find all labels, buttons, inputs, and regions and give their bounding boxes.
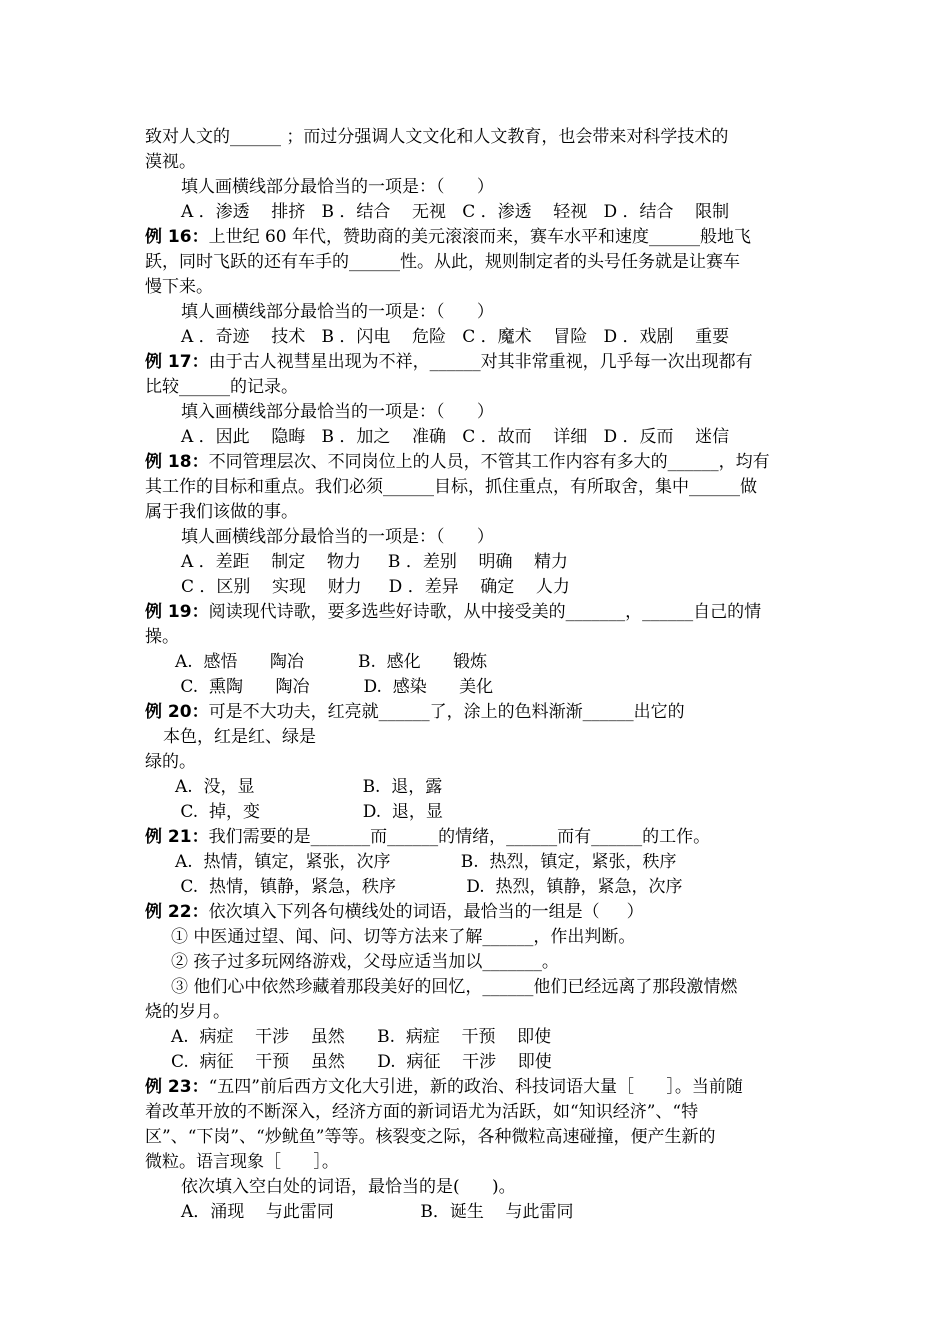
text-line	[145, 650, 487, 675]
line-text: 由于古人视彗星出现为不祥，______对其非常重视，几乎每一次出现都有	[208, 352, 753, 372]
line-text: C. 病征 干预 虽然 D. 病征 干涉 即使	[171, 1052, 552, 1072]
question-heading-line	[145, 450, 770, 475]
text-line	[145, 675, 493, 700]
line-text: 属于我们该做的事。	[145, 502, 298, 522]
text-line	[145, 475, 757, 500]
line-text: 填人画横线部分最恰当的一项是：（ ）	[181, 177, 494, 197]
line-text: 烧的岁月。	[145, 1002, 230, 1022]
text-line	[145, 850, 676, 875]
example-label: 例 23：	[145, 1077, 209, 1097]
text-line	[145, 500, 298, 525]
text-line	[145, 1100, 698, 1125]
example-label: 例 18：	[145, 452, 209, 472]
text-line	[145, 300, 494, 325]
line-text: 慢下来。	[145, 277, 213, 297]
text-line	[145, 525, 494, 550]
text-line	[145, 775, 442, 800]
line-text: A ．差距 制定 物力 B ．差别 明确 精力	[181, 552, 569, 572]
line-text: 填人画横线部分最恰当的一项是：（ ）	[181, 302, 494, 322]
example-label: 例 21：	[145, 827, 209, 847]
line-text: ① 中医通过望、闻、问、切等方法来了解______，作出判断。	[171, 927, 636, 947]
line-text: 可是不大功夫，红亮就______了，涂上的色料渐渐______出它的	[208, 702, 685, 722]
line-text: 我们需要的是_______而______的情绪，______而有______的工作。	[208, 827, 711, 847]
line-text: A ．渗透 排挤 B ．结合 无视 C ．渗透 轻视 D ．结合 限制	[181, 202, 730, 222]
line-text: A. 病症 干涉 虽然 B. 病症 干预 即使	[171, 1027, 552, 1047]
line-text: 其工作的目标和重点。我们必须______目标，抓住重点，有所取舍，集中______做	[145, 477, 757, 497]
example-label: 例 17：	[145, 352, 209, 372]
text-line	[145, 550, 568, 575]
line-text: 填入画横线部分最恰当的一项是：（ ）	[181, 402, 494, 422]
text-line	[145, 325, 729, 350]
text-line	[145, 575, 570, 600]
question-heading-line	[145, 1075, 743, 1100]
text-line	[145, 950, 559, 975]
example-label: 例 22：	[145, 902, 209, 922]
question-heading-line	[145, 350, 753, 375]
text-line	[145, 250, 740, 275]
text-line	[145, 1125, 715, 1150]
question-heading-line	[145, 600, 761, 625]
line-text: A．涌现 与此雷同 B．诞生 与此雷同	[181, 1202, 574, 1222]
line-text: 微粒。语言现象［ ］。	[145, 1152, 339, 1172]
line-text: 致对人文的______ ；而过分强调人文文化和人文教育，也会带来对科学技术的	[145, 127, 729, 147]
line-text: “五四”前后西方文化大引进，新的政治、科技词语大量［ ］。当前随	[208, 1077, 743, 1097]
text-line	[145, 275, 213, 300]
line-text: A. 感悟 陶冶 B. 感化 锻炼	[175, 652, 488, 672]
text-line	[145, 1175, 516, 1200]
line-text: A ．奇迹 技术 B ．闪电 危险 C ．魔术 冒险 D ．戏剧 重要	[181, 327, 730, 347]
line-text: C. 热情，镇静，紧急，秩序 D. 热烈，镇静，紧急，次序	[175, 877, 683, 897]
line-text: ③ 他们心中依然珍藏着那段美好的回忆，______他们已经远离了那段激情燃	[171, 977, 738, 997]
text-line	[145, 975, 737, 1000]
line-text: ② 孩子过多玩网络游戏，父母应适当加以_______。	[171, 952, 559, 972]
line-text: 本色，红是红、绿是	[163, 727, 316, 747]
line-text: 上世纪 60 年代，赞助商的美元滚滚而来，赛车水平和速度______般地飞	[208, 227, 752, 247]
line-text: C ．区别 实现 财力 D ．差异 确定 人力	[181, 577, 570, 597]
text-line	[145, 925, 635, 950]
text-line	[145, 1000, 230, 1025]
line-text: 依次填入空白处的词语，最恰当的是( )。	[181, 1177, 516, 1197]
text-line	[145, 150, 196, 175]
line-text: 着改革开放的不断深入，经济方面的新词语尤为活跃，如“知识经济”、“特	[145, 1102, 699, 1122]
line-text: C. 掉，变 D. 退，显	[175, 802, 443, 822]
line-text: 漠视。	[145, 152, 196, 172]
question-heading-line	[145, 825, 710, 850]
text-line	[145, 1150, 339, 1175]
text-line	[145, 1050, 552, 1075]
line-text: 不同管理层次、不同岗位上的人员，不管其工作内容有多大的______，均有	[208, 452, 770, 472]
text-line	[145, 625, 179, 650]
line-text: C. 熏陶 陶冶 D. 感染 美化	[175, 677, 494, 697]
line-text: 依次填入下列各句横线处的词语，最恰当的一组是（ ）	[208, 902, 644, 922]
line-text: A. 热情，镇定，紧张，次序 B. 热烈，镇定，紧张，秩序	[175, 852, 677, 872]
text-line	[145, 200, 729, 225]
line-text: 绿的。	[145, 752, 196, 772]
text-line	[145, 725, 316, 750]
question-heading-line	[145, 900, 644, 925]
line-text: 比较______的记录。	[145, 377, 298, 397]
line-text: A ．因此 隐晦 B ．加之 准确 C ．故而 详细 D ．反而 迷信	[181, 427, 730, 447]
example-label: 例 19：	[145, 602, 209, 622]
text-line	[145, 800, 443, 825]
text-line	[145, 400, 494, 425]
text-line	[145, 175, 494, 200]
line-text: 区”、“下岗”、“炒鱿鱼”等等。核裂变之际，各种微粒高速碰撞，便产生新的	[145, 1127, 716, 1147]
line-text: A. 没，显 B. 退，露	[175, 777, 443, 797]
text-line	[145, 750, 196, 775]
text-line	[145, 1200, 573, 1225]
text-line	[145, 1025, 551, 1050]
text-line	[145, 425, 729, 450]
text-line	[145, 875, 683, 900]
question-heading-line	[145, 225, 751, 250]
text-line	[145, 375, 298, 400]
line-text: 填人画横线部分最恰当的一项是：（ ）	[181, 527, 494, 547]
example-label: 例 16：	[145, 227, 209, 247]
line-text: 跃，同时飞跃的还有车手的______性。从此，规则制定者的头号任务就是让赛车	[145, 252, 740, 272]
line-text: 阅读现代诗歌，要多选些好诗歌，从中接受美的_______，______自己的情	[208, 602, 762, 622]
text-line	[145, 125, 728, 150]
line-text: 操。	[145, 627, 179, 647]
question-heading-line	[145, 700, 685, 725]
example-label: 例 20：	[145, 702, 209, 722]
